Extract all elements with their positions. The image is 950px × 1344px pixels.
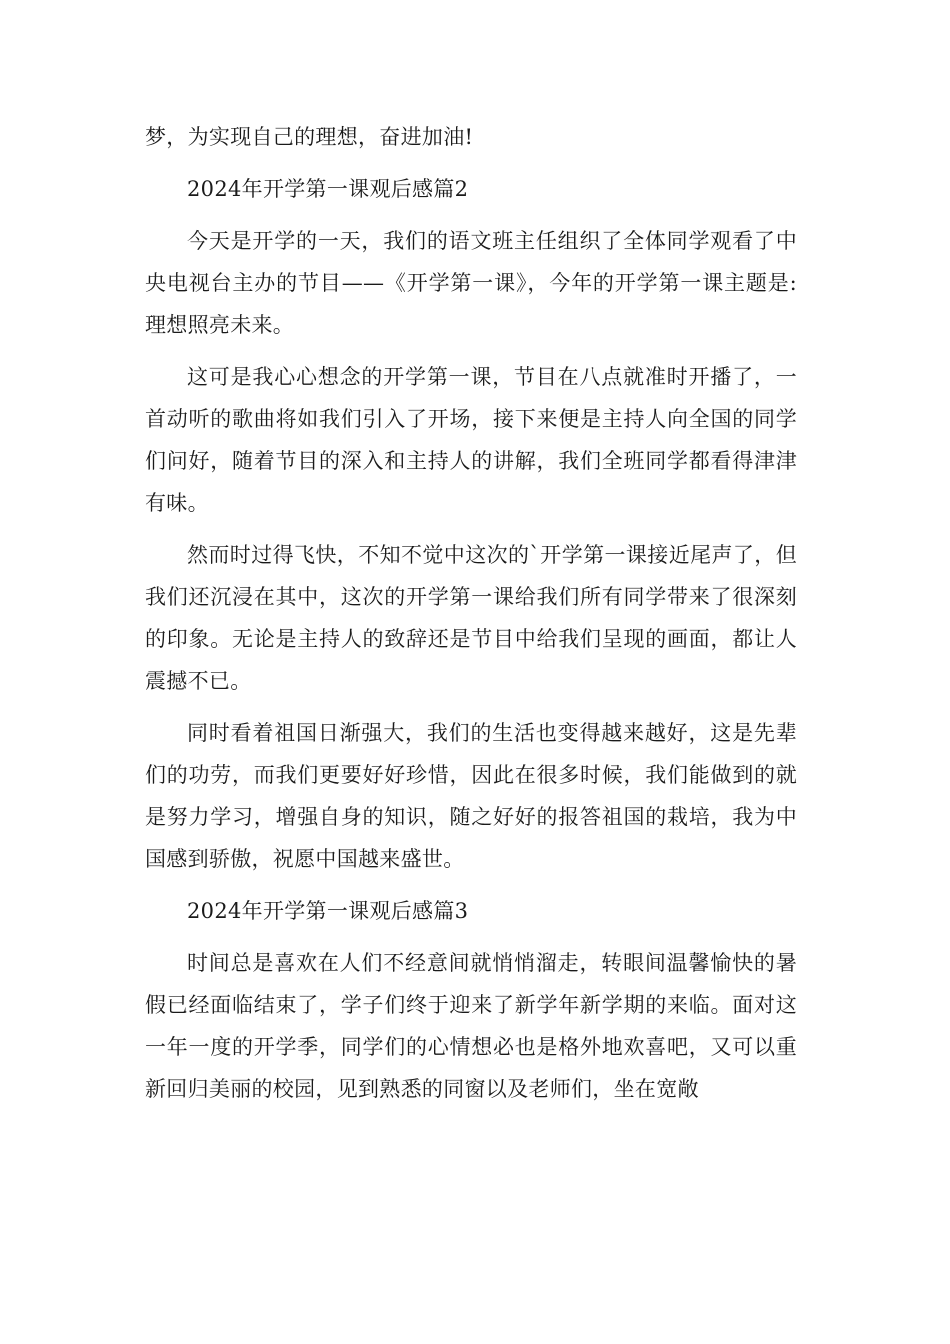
section-heading-3: 2024年开学第一课观后感篇3: [187, 899, 469, 923]
paragraph: 时间总是喜欢在人们不经意间就悄悄溜走，转眼间温馨愉快的暑假已经面临结束了，学子们终于迎来了新学年新学期的来临。面对这一年一度的开学季，同学们的心情想必也是格外地欢喜吧，又可以重新回归美丽的校园，见到熟悉的同窗以及老师们，坐在宽敞: [145, 951, 797, 1101]
paragraph-continued: 梦，为实现自己的理想，奋进加油!: [145, 125, 474, 149]
paragraph: 今天是开学的一天，我们的语文班主任组织了全体同学观看了中央电视台主办的节目——《开学第一课》，今年的开学第一课主题是:理想照亮未来。: [145, 229, 797, 337]
paragraph: 然而时过得飞快，不知不觉中这次的`开学第一课接近尾声了，但我们还沉浸在其中，这次的开学第一课给我们所有同学带来了很深刻的印象。无论是主持人的致辞还是节目中给我们呈现的画面，都让人震撼不已。: [145, 543, 797, 693]
document-body: [145, 116, 797, 1120]
section-heading-2: 2024年开学第一课观后感篇2: [187, 177, 469, 201]
paragraph: 这可是我心心想念的开学第一课，节目在八点就准时开播了，一首动听的歌曲将如我们引入了开场，接下来便是主持人向全国的同学们问好，随着节目的深入和主持人的讲解，我们全班同学都看得津津有味。: [145, 365, 797, 515]
paragraph: 同时看着祖国日渐强大，我们的生活也变得越来越好，这是先辈们的功劳，而我们更要好好珍惜，因此在很多时候，我们能做到的就是努力学习，增强自身的知识，随之好好的报答祖国的栽培，我为中国感到骄傲，祝愿中国越来盛世。: [145, 721, 797, 871]
